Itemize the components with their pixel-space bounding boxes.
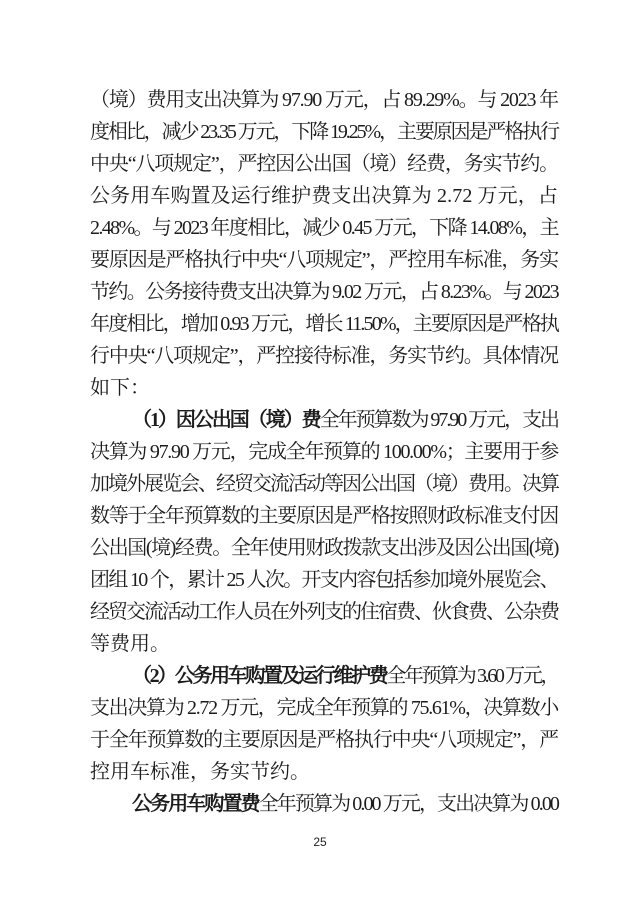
text-run: 控用车标准，务实节约。 (90, 761, 310, 783)
text-line (90, 148, 558, 180)
text-line (90, 692, 558, 724)
text-run: 年度相比，增加 0.93 万元，增长 11.50%，主要原因是严格执 (90, 313, 558, 335)
text-line (90, 532, 558, 564)
text-block (90, 84, 558, 820)
text-line (90, 468, 558, 500)
text-run: 度相比，减少 23.35 万元，下降 19.25%，主要原因是严格执行 (90, 121, 558, 143)
text-run: 于全年预算数的主要原因是严格执行中央“八项规定”，严 (90, 729, 558, 751)
text-run: 中央“八项规定”，严控因公出国（境）经费，务实节约。 (90, 153, 558, 175)
text-line (90, 500, 558, 532)
text-run: 加境外展览会、经贸交流活动等因公出国（境）费用。决算 (90, 473, 558, 495)
text-line (90, 308, 558, 340)
text-run: （境）费用支出决算为 97.90 万元，占 89.29%。与 2023 年 (90, 89, 558, 111)
text-line (90, 724, 558, 756)
text-line (90, 788, 558, 820)
text-run: 如下： (90, 377, 150, 399)
text-run: 节约。公务接待费支出决算为 9.02 万元，占 8.23%。与 2023 (90, 281, 558, 303)
text-run: 2.48%。与 2023 年度相比，减少 0.45 万元，下降 14.08%，主 (90, 217, 558, 239)
text-line (90, 436, 558, 468)
text-run: 支出决算为 2.72 万元，完成全年预算的 75.61%，决算数小 (90, 697, 558, 719)
text-line (90, 564, 558, 596)
bold-text-run: 公务用车购置费 (132, 793, 259, 815)
text-line (90, 596, 558, 628)
text-line (90, 244, 558, 276)
text-run: 等费用。 (90, 633, 170, 655)
text-run: 全年预算为 3.60 万元， (386, 665, 559, 687)
text-run: 要原因是严格执行中央“八项规定”，严控用车标准，务实 (90, 249, 558, 271)
text-line (90, 180, 558, 212)
text-run: 数等于全年预算数的主要原因是严格按照财政标准支付因 (90, 505, 558, 527)
text-run: 行中央“八项规定”，严控接待标准，务实节约。具体情况 (90, 345, 558, 367)
text-run: 经贸交流活动工作人员在外列支的住宿费、伙食费、公杂费 (90, 601, 558, 623)
text-run: 团组 10 个，累计 25 人次。开支内容包括参加境外展览会、 (90, 569, 558, 591)
text-run: 全年预算为 0.00 万元，支出决算为 0.00 (258, 793, 559, 815)
bold-text-run: （1）因公出国（境）费 (132, 409, 320, 431)
text-line (90, 756, 558, 788)
text-line (90, 116, 558, 148)
text-run: 全年预算数为 97.90 万元，支出 (319, 409, 559, 431)
page-number: 25 (313, 835, 327, 849)
text-run: 公出国(境)经费。全年使用财政拨款支出涉及因公出国(境) (90, 537, 558, 559)
text-line (90, 212, 558, 244)
text-line (90, 276, 558, 308)
text-line (90, 84, 558, 116)
bold-text-run: （2）公务用车购置及运行维护费 (132, 665, 387, 687)
text-run: 决算为 97.90 万元，完成全年预算的 100.00%；主要用于参 (90, 441, 558, 463)
text-run: 公务用车购置及运行维护费支出决算为 2.72 万元，占 (90, 185, 558, 207)
text-line (90, 628, 558, 660)
text-line (90, 404, 558, 436)
text-line (90, 340, 558, 372)
text-line (90, 660, 558, 692)
text-line (90, 372, 558, 404)
